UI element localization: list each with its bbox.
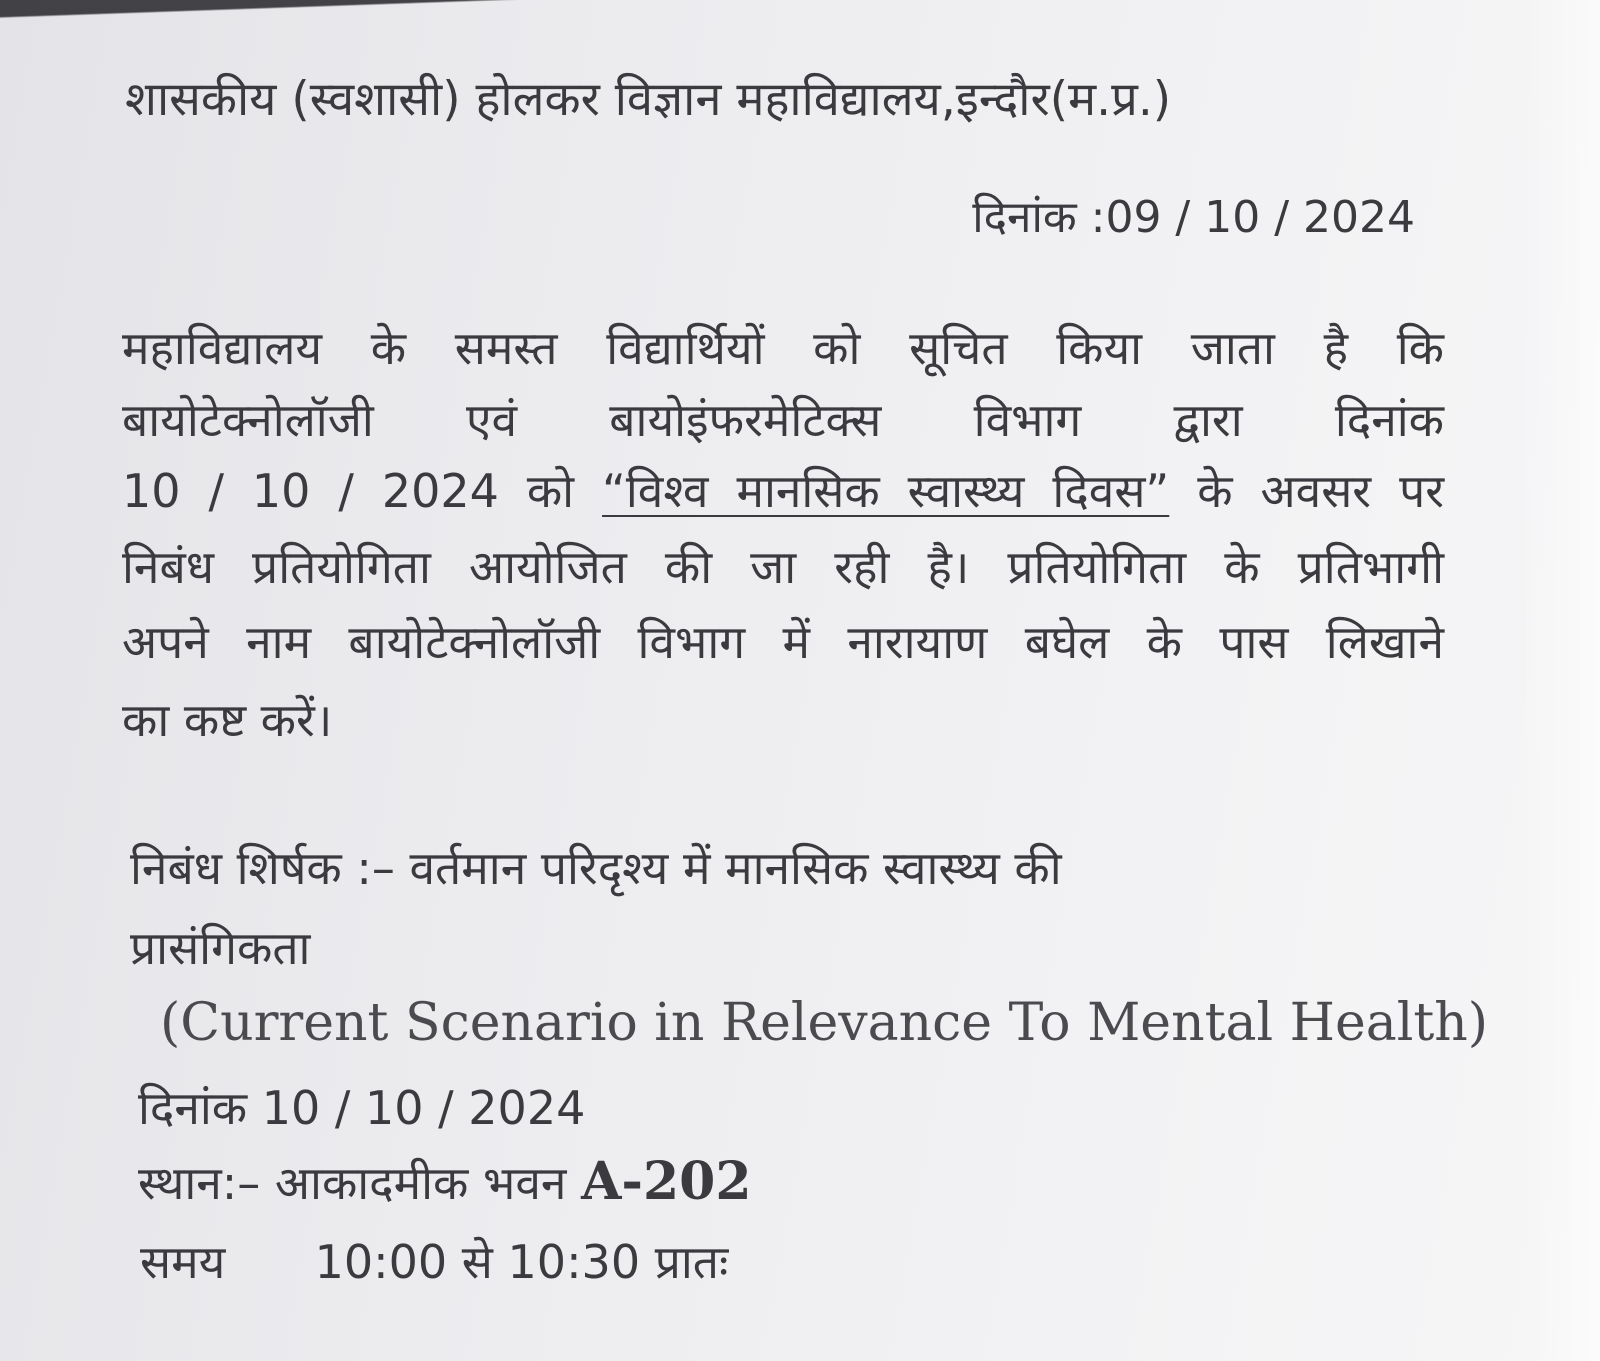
body-line-3-suffix: के अवसर पर — [1197, 464, 1445, 518]
body-line-1: महाविद्यालय के समस्त विद्यार्थियों को सूचित किया जाता है कि — [122, 321, 1444, 375]
institution-header: शासकीय (स्वशासी) होलकर विज्ञान महाविद्यालय,इन्दौर(म.प्र.) — [125, 72, 1172, 127]
paper-lighting — [1520, 0, 1600, 1361]
event-date-detail: दिनांक 10 / 10 / 2024 — [138, 1081, 586, 1135]
event-date: 10 / 10 / 2024 को — [122, 464, 575, 518]
essay-topic-english: (Current Scenario in Relevance To Mental Health) — [160, 993, 1489, 1053]
essay-topic-line-2: प्रासंगिकता — [130, 921, 311, 975]
body-line-4: निबंध प्रतियोगिता आयोजित की जा रही है। प्रतियोगिता के प्रतिभागी — [122, 540, 1444, 594]
essay-topic-line-1: निबंध शिर्षक :– वर्तमान परिदृश्य में मानसिक स्वास्थ्य की — [130, 841, 1062, 895]
venue-detail — [138, 1152, 752, 1213]
body-line-6: का कष्ट करें। — [122, 693, 333, 747]
body-line-5: अपने नाम बायोटेक्नोलॉजी विभाग में नारायाण बघेल के पास लिखाने — [122, 615, 1444, 669]
venue-room-code: A-202 — [581, 1151, 752, 1212]
body-line-3 — [122, 461, 1444, 521]
body-line-2: बायोटेक्नोलॉजी एवं बायोइंफरमेटिक्स विभाग द्वारा दिनांक — [122, 393, 1444, 447]
paper-top-edge — [0, 0, 1600, 36]
venue-label: स्थान:– आकादमीक भवन — [138, 1156, 567, 1210]
time-label: समय — [140, 1235, 226, 1289]
time-value: 10:00 से 10:30 प्रातः — [314, 1235, 729, 1289]
time-detail — [140, 1232, 728, 1292]
notice-date: दिनांक :09 / 10 / 2024 — [972, 192, 1415, 243]
event-name: “विश्व मानसिक स्वास्थ्य दिवस” — [602, 464, 1170, 518]
